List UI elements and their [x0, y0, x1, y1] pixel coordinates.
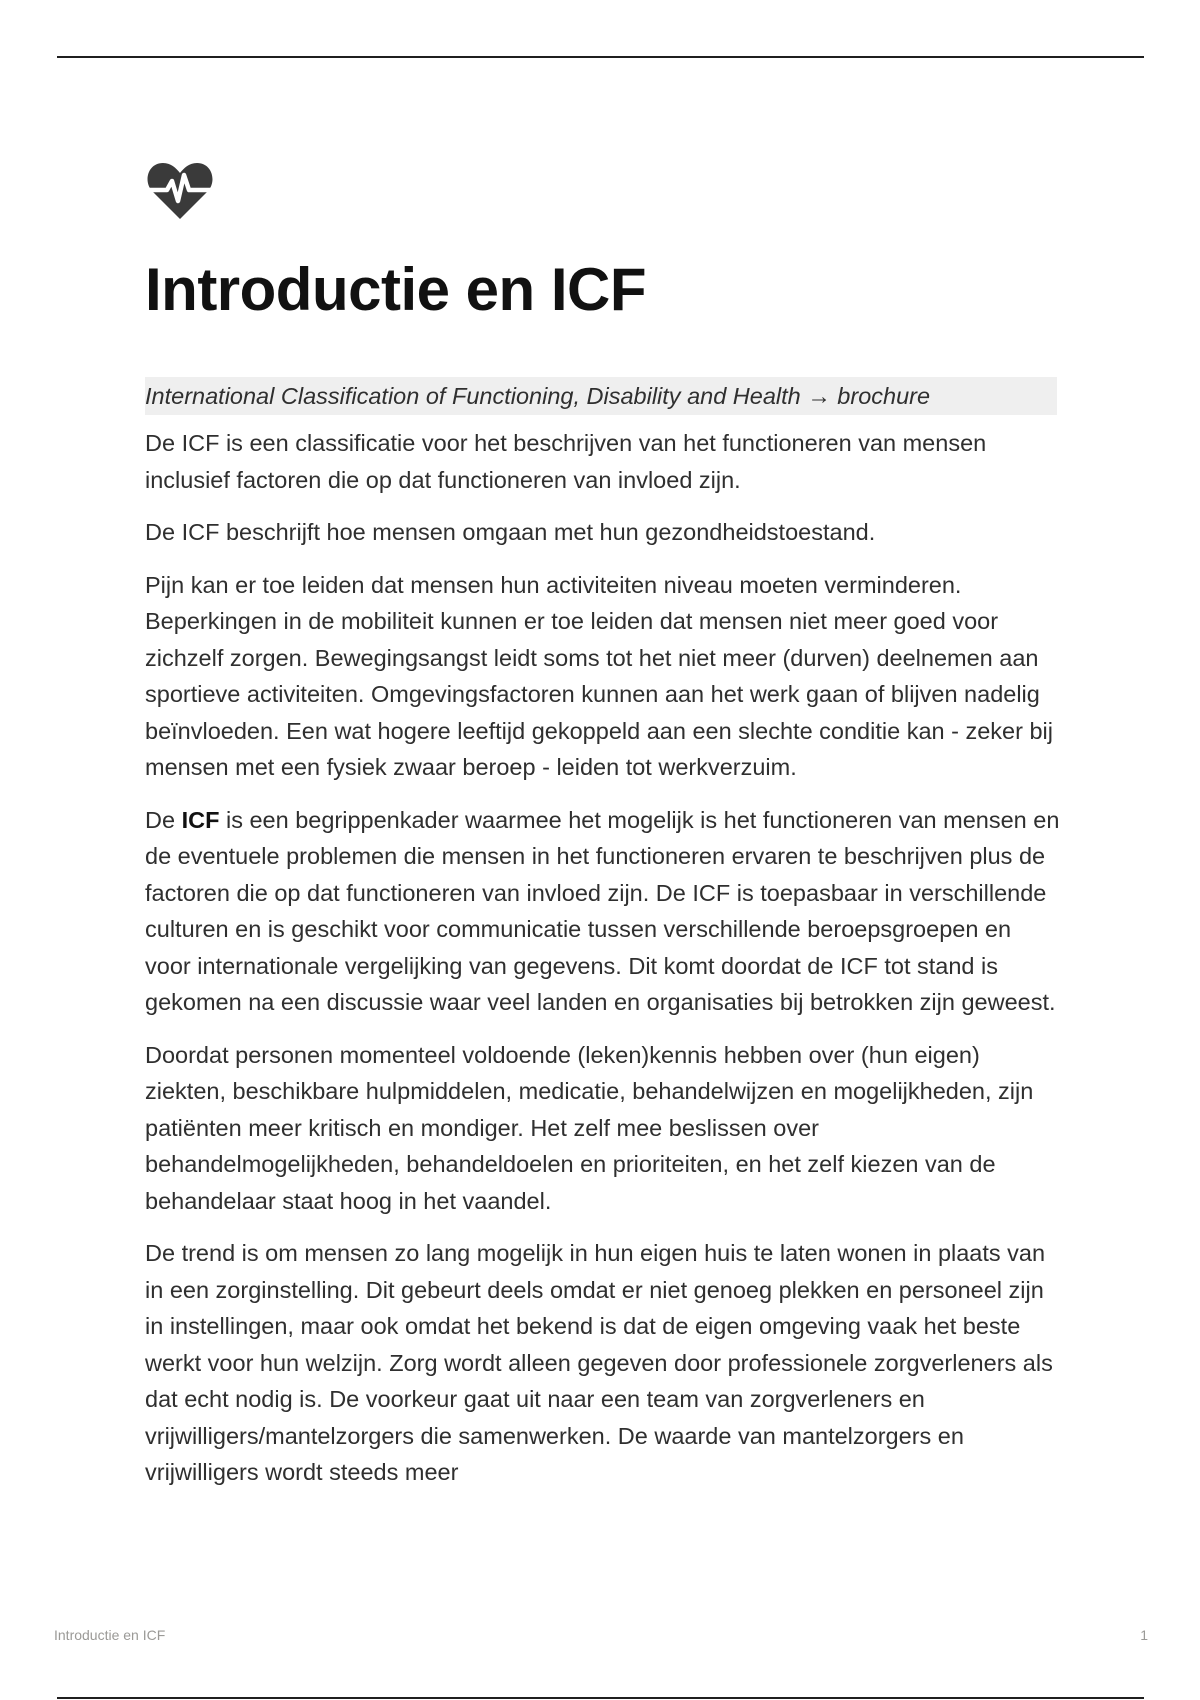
page-number: 1 — [1140, 1627, 1148, 1643]
bold-term: ICF — [181, 806, 220, 833]
page-title: Introductie en ICF — [145, 256, 646, 323]
heart-pulse-icon — [145, 155, 215, 225]
bottom-divider — [57, 1697, 1144, 1699]
subtitle-text: International Classification of Functioning, Disability and Health → brochure — [145, 383, 931, 409]
paragraph: De ICF beschrijft hoe mensen omgaan met hun gezondheidstoestand. — [145, 519, 876, 545]
paragraph: De trend is om mensen zo lang mogelijk in hun eigen huis te laten wonen in plaats van in een zorginstelling. Dit gebeurt deels omdat er niet genoeg plekken en personeel zijn in instellingen, maar ook omdat het bekend is dat de eigen omgeving vaak het beste werkt voor hun welzijn. Zorg wordt alleen gegeven door professionele zorgverleners als dat echt nodig is. De voorkeur gaat uit naar een team van zorgverleners en vrijwilligers/mantelzorgers die samenwerken. De waarde van mantelzorgers en vrijwilligers wordt steeds meer — [145, 1240, 1053, 1485]
footer-title: Introductie en ICF — [54, 1627, 166, 1643]
top-divider — [57, 56, 1144, 58]
paragraph-prefix: De — [145, 806, 182, 833]
paragraph: Doordat personen momenteel voldoende (leken)kennis hebben over (hun eigen) ziekten, beschikbare hulpmiddelen, medicatie, behandelwijzen en mogelijkheden, zijn patiënten meer kritisch en mondiger. Het zelf mee beslissen over behandelmogelijkheden, behandeldoelen en prioriteiten, en het zelf kiezen van de behandelaar staat hoog in het vaandel. — [145, 1041, 1034, 1214]
subtitle-callout — [145, 377, 1057, 415]
paragraph — [145, 802, 1060, 1021]
paragraph: De ICF is een classificatie voor het beschrijven van het functioneren van mensen inclusief factoren die op dat functioneren van invloed zijn. — [145, 430, 987, 493]
page-content — [145, 155, 1060, 1491]
paragraph: Pijn kan er toe leiden dat mensen hun activiteiten niveau moeten verminderen. Beperkingen in de mobiliteit kunnen er toe leiden dat mensen niet meer goed voor zichzelf zorgen. Bewegingsangst leidt soms tot het niet meer (durven) deelnemen aan sportieve activiteiten. Omgevingsfactoren kunnen aan het werk gaan of blijven nadelig beïnvloeden. Een wat hogere leeftijd gekoppeld aan een slechte conditie kan - zeker bij mensen met een fysiek zwaar beroep - leiden tot werkverzuim. — [145, 571, 1053, 780]
paragraph-rest: is een begrippenkader waarmee het mogelijk is het functioneren van mensen en de eventuele problemen die mensen in het functioneren ervaren te beschrijven plus de factoren die op dat functioneren van invloed zijn. De ICF is toepasbaar in verschillende culturen en is geschikt voor communicatie tussen verschillende beroepsgroepen en voor internationale vergelijking van gegevens. Dit komt doordat de ICF tot stand is gekomen na een discussie waar veel landen en organisaties bij betrokken zijn geweest. — [145, 806, 1060, 1015]
